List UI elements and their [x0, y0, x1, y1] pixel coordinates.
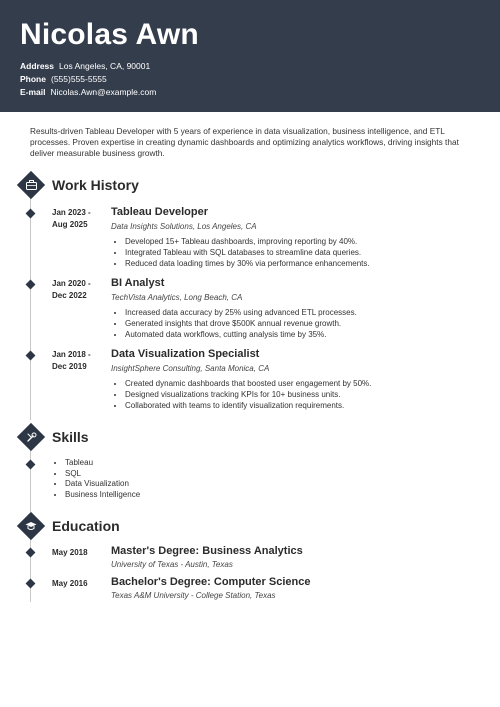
job-title: BI Analyst [111, 277, 165, 289]
job-bullet: • Increased data accuracy by 25% using advanced ETL processes. [125, 308, 357, 319]
work-timeline-line [30, 195, 31, 420]
phone-label: Phone [20, 74, 46, 84]
contact-address [20, 61, 150, 71]
job-bullet: • Designed visualizations tracking KPIs for 10+ business units. [125, 390, 371, 401]
education-school: University of Texas - Austin, Texas [111, 560, 233, 569]
briefcase-icon [21, 175, 41, 195]
education-date: May 2018 [52, 548, 88, 557]
job-dates [52, 278, 102, 302]
job-date-start: Jan 2023 - [52, 208, 91, 217]
skill-item: • Data Visualization [65, 479, 140, 490]
job-marker [26, 209, 36, 219]
email-label: E-mail [20, 87, 46, 97]
skill-item: • SQL [65, 469, 140, 480]
job-bullets [111, 379, 371, 411]
education-date: May 2016 [52, 579, 88, 588]
job-company: TechVista Analytics, Long Beach, CA [111, 293, 243, 302]
education-degree: Master's Degree: Business Analytics [111, 545, 303, 557]
education-timeline-line [30, 536, 31, 602]
address-label: Address [20, 61, 55, 71]
address-value: Los Angeles, CA, 90001 [59, 61, 151, 71]
job-marker [26, 351, 36, 361]
job-date-end: Dec 2022 [52, 291, 87, 300]
skill-item: • Tableau [65, 458, 140, 469]
job-date-start: Jan 2020 - [52, 279, 91, 288]
skills-marker [26, 460, 36, 470]
job-company: Data Insights Solutions, Los Angeles, CA [111, 222, 257, 231]
email-value[interactable]: Nicolas.Awn@example.com [50, 87, 157, 97]
resume-header [0, 0, 500, 112]
education-school: Texas A&M University - College Station, Texas [111, 591, 276, 600]
job-bullet: • Automated data workflows, cutting analysis time by 35%. [125, 330, 357, 341]
job-bullets [111, 237, 370, 269]
job-bullet: • Reduced data loading times by 30% via performance enhancements. [125, 259, 370, 270]
job-title: Tableau Developer [111, 206, 208, 218]
phone-value: (555)555-5555 [50, 74, 107, 84]
skills-timeline-line [30, 447, 31, 512]
job-bullet: • Developed 15+ Tableau dashboards, improving reporting by 40%. [125, 237, 370, 248]
education-marker [26, 579, 36, 589]
job-date-end: Dec 2019 [52, 362, 87, 371]
job-bullet: • Generated insights that drove $500K annual revenue growth. [125, 319, 357, 330]
skills-section-title: Skills [52, 429, 89, 445]
candidate-name: Nicolas Awn [20, 18, 199, 51]
job-date-end: Aug 2025 [52, 220, 88, 229]
graduation-cap-icon [21, 516, 41, 536]
education-section-title: Education [52, 518, 120, 534]
job-marker [26, 280, 36, 290]
job-bullet: • Created dynamic dashboards that boosted user engagement by 50%. [125, 379, 371, 390]
education-marker [26, 548, 36, 558]
job-dates [52, 207, 102, 231]
job-bullet: • Integrated Tableau with SQL databases to streamline data queries. [125, 248, 370, 259]
contact-phone [20, 74, 107, 84]
education-degree: Bachelor's Degree: Computer Science [111, 576, 311, 588]
tools-icon [21, 427, 41, 447]
skills-list [52, 458, 140, 500]
job-date-start: Jan 2018 - [52, 350, 91, 359]
job-bullet: • Collaborated with teams to identify visualization requirements. [125, 401, 371, 412]
work-section-title: Work History [52, 177, 139, 193]
job-dates [52, 349, 102, 373]
professional-summary: Results-driven Tableau Developer with 5 years of experience in data visualization, business intelligence, and ETL processes. Proven expertise in creating dynamic dashboards and optimizing analytics workflows, driving insights that deliver measurable business growth. [30, 126, 459, 158]
job-title: Data Visualization Specialist [111, 348, 260, 360]
job-bullets [111, 308, 357, 340]
contact-email [20, 87, 156, 97]
skill-item: • Business Intelligence [65, 490, 140, 501]
job-company: InsightSphere Consulting, Santa Monica, CA [111, 364, 270, 373]
